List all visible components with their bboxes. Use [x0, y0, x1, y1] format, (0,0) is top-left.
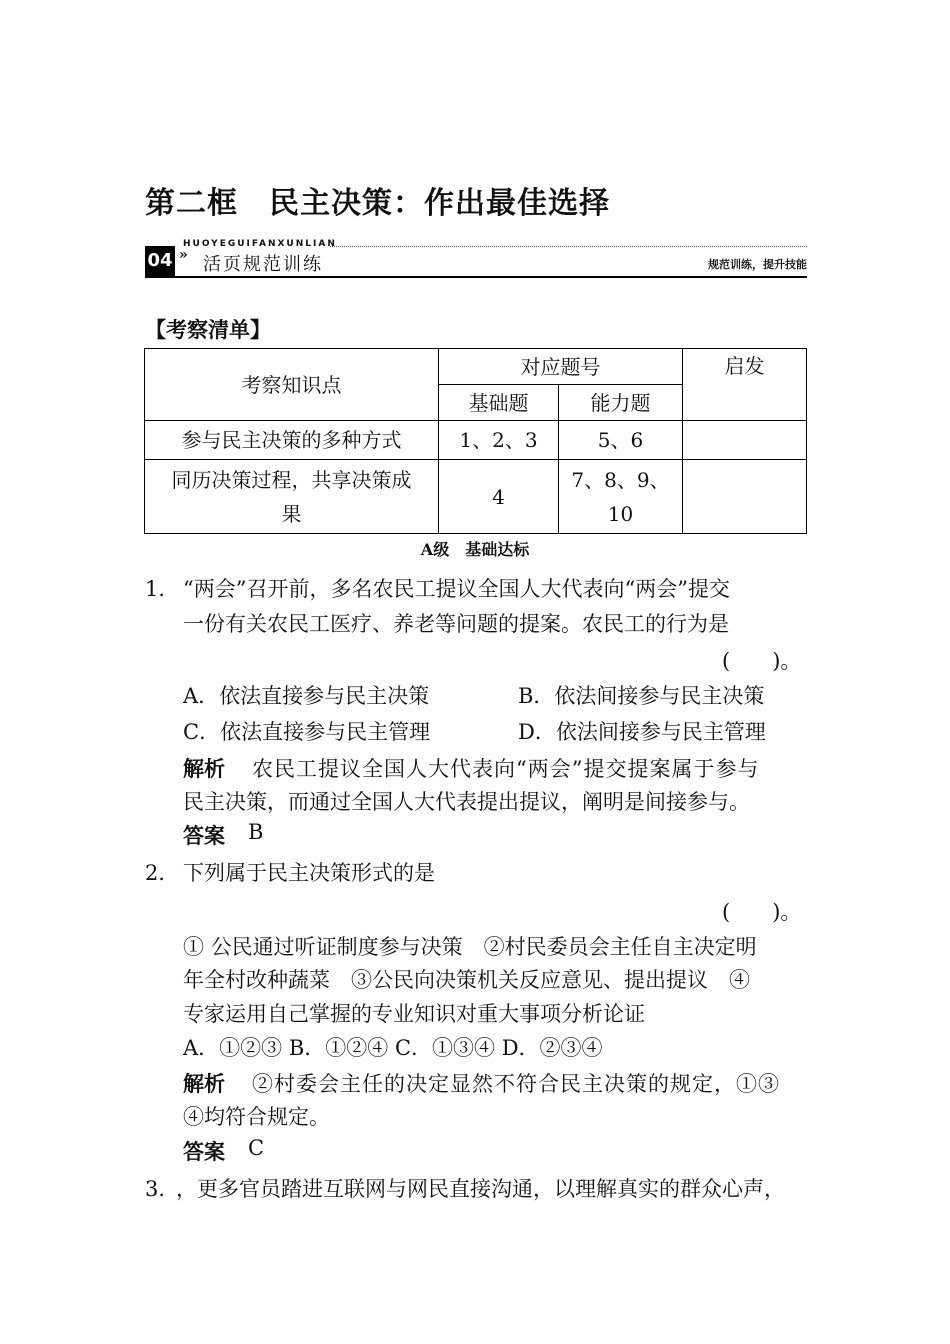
q2-item-line: 年全村改种蔬菜 ③公民向决策机关反应意见、提出提议 ④ — [183, 968, 750, 992]
cell-ability: 5、6 — [559, 421, 683, 460]
q2-stem: 下列属于民主决策形式的是 — [183, 861, 435, 885]
q1-analysis-text: 农民工提议全国人大代表向“两会”提交提案属于参与 — [252, 757, 760, 781]
q2-item-line: ① 公民通过听证制度参与决策 ②村民委员会主任自主决定明 — [183, 935, 757, 959]
cell-topic-line: 果 — [281, 501, 302, 526]
q2-options: A．①②③ B．①②④ C．①③④ D．②③④ — [183, 1036, 603, 1060]
q2-analysis-text: ②村委会主任的决定显然不符合民主决策的规定，①③ — [252, 1072, 780, 1096]
banner-dotted-line — [330, 246, 807, 247]
header-question-no: 对应题号 — [439, 349, 683, 385]
banner-pinyin: HUOYEGUIFANXUNLIAN — [183, 239, 337, 249]
q1-option-b: B．依法间接参与民主决策 — [518, 684, 765, 708]
q2-item-line: 专家运用自己掌握的专业知识对重大事项分析论证 — [183, 1002, 645, 1026]
section-banner — [145, 238, 807, 278]
cell-ability — [559, 460, 683, 534]
chevron-right-icon: » — [179, 247, 188, 263]
q1-answer-label: 答案 — [183, 823, 225, 848]
q1-analysis-label: 解析 — [183, 756, 225, 781]
cell-basic: 1、2、3 — [439, 421, 559, 460]
q1-option-a: A．依法直接参与民主决策 — [183, 684, 430, 708]
q1-number: 1． — [145, 577, 180, 601]
q2-answer-blank: ( )。 — [722, 900, 802, 924]
q2-answer-label: 答案 — [183, 1139, 225, 1164]
header-ability: 能力题 — [559, 385, 683, 421]
cell-insight — [683, 421, 807, 460]
q1-stem-line: “两会”召开前，多名农民工提议全国人大代表向“两会”提交 — [183, 577, 730, 601]
q1-option-d: D．依法间接参与民主管理 — [518, 720, 766, 744]
q1-stem-line: 一份有关农民工医疗、养老等问题的提案。农民工的行为是 — [183, 612, 729, 636]
level-a-heading: A级 基础达标 — [420, 540, 530, 559]
banner-label: 活页规范训练 — [203, 254, 323, 275]
page-title: 第二框 民主决策：作出最佳选择 — [145, 186, 610, 221]
q2-number: 2． — [145, 861, 180, 885]
q2-analysis-label: 解析 — [183, 1071, 225, 1096]
q1-answer: B — [248, 820, 264, 844]
table-row — [145, 421, 807, 460]
banner-rule — [145, 276, 807, 278]
header-topic: 考察知识点 — [145, 349, 439, 421]
cell-topic-line: 同历决策过程，共享决策成 — [171, 467, 412, 492]
q3-stem-line: ，更多官员踏进互联网与网民直接沟通，以理解真实的群众心声， — [176, 1177, 785, 1201]
checklist-table — [144, 348, 807, 534]
banner-number-badge: 04 — [145, 246, 175, 276]
cell-ability-line: 10 — [607, 501, 634, 526]
cell-topic: 参与民主决策的多种方式 — [145, 421, 439, 460]
q1-option-c: C．依法直接参与民主管理 — [183, 720, 431, 744]
banner-slogan: 规范训练，提升技能 — [708, 258, 807, 271]
cell-insight — [683, 460, 807, 534]
header-insight: 启发 — [683, 349, 807, 421]
checklist-heading: 【考察清单】 — [145, 318, 271, 342]
cell-ability-line: 7、8、9、 — [571, 467, 670, 492]
cell-basic: 4 — [439, 460, 559, 534]
cell-topic — [145, 460, 439, 534]
q2-answer: C — [248, 1136, 265, 1160]
q3-number: 3． — [145, 1177, 180, 1201]
q1-analysis-text: 民主决策，而通过全国人大代表提出提议，阐明是间接参与。 — [183, 790, 750, 814]
q2-analysis-text: ④均符合规定。 — [183, 1105, 330, 1129]
table-row — [145, 460, 807, 534]
header-basic: 基础题 — [439, 385, 559, 421]
q1-answer-blank: ( )。 — [722, 649, 802, 673]
